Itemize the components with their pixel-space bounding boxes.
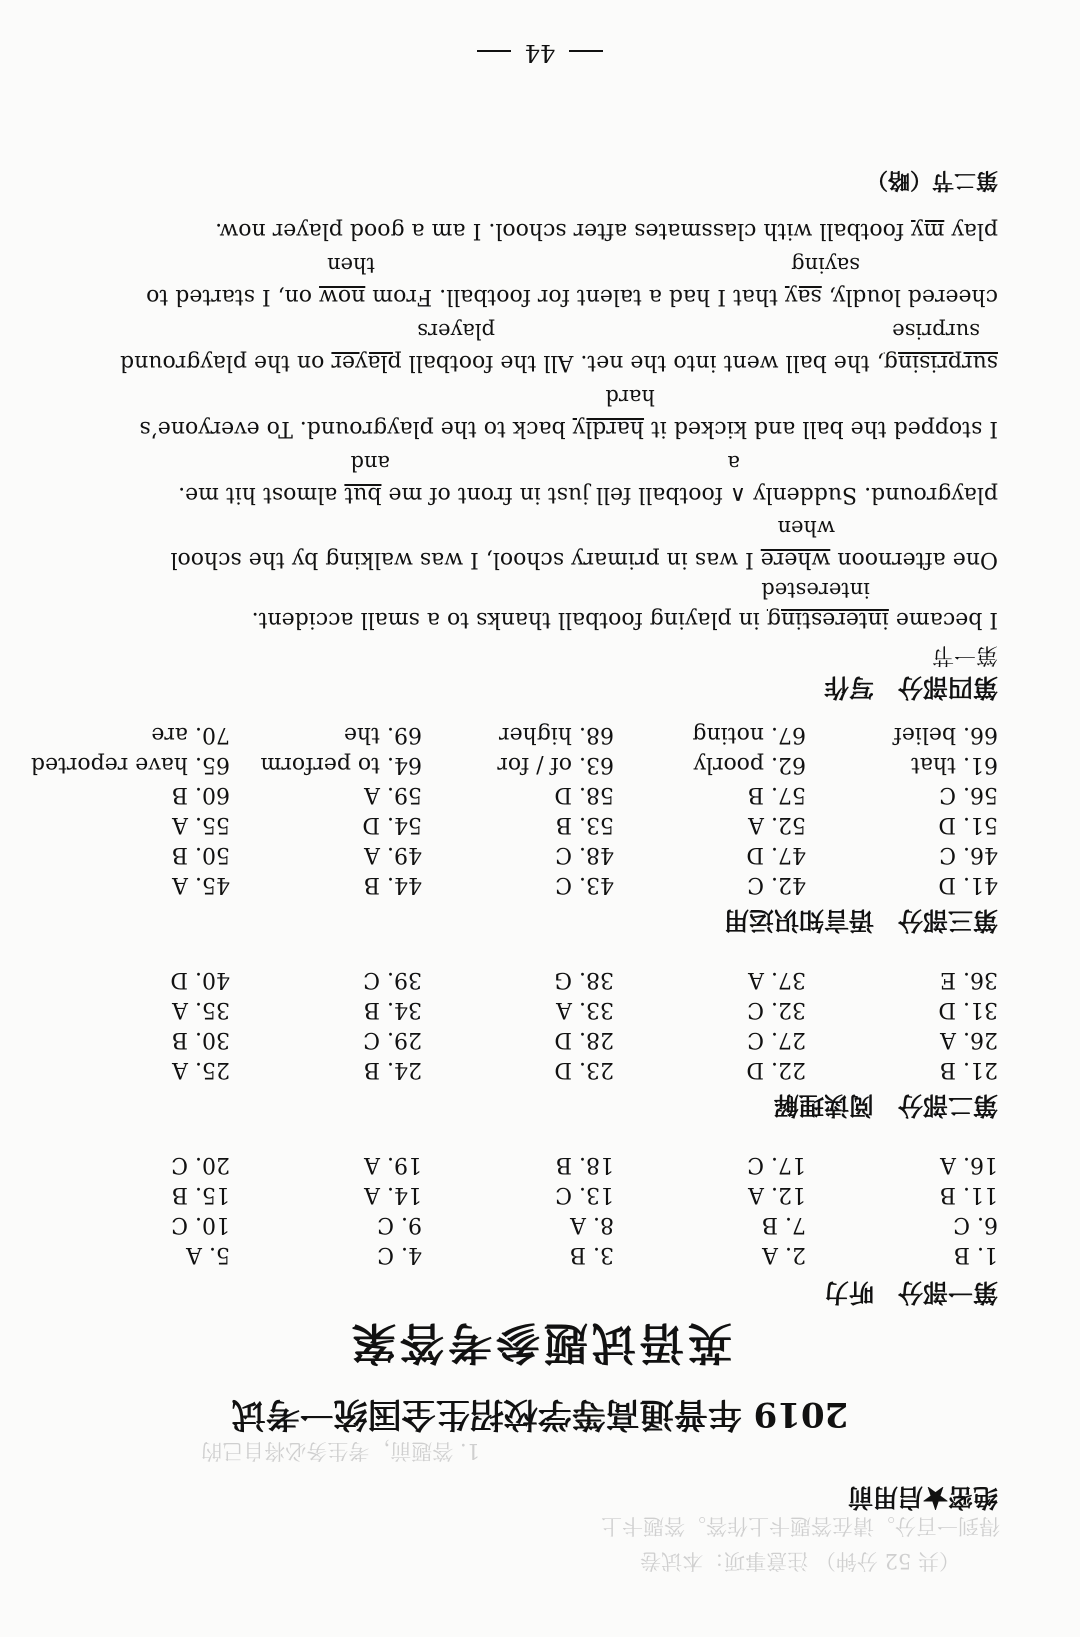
answer-row bbox=[98, 837, 998, 867]
answer-cell: 17. C bbox=[747, 1152, 806, 1177]
answer-cell: 32. C bbox=[747, 997, 806, 1022]
essay-line bbox=[68, 607, 998, 632]
answer-row bbox=[98, 807, 998, 837]
answer-cell: 12. A bbox=[748, 1182, 806, 1207]
answer-cell: 10. C bbox=[171, 1212, 230, 1237]
essay-line bbox=[68, 350, 998, 375]
section2-heading: 第二节（略） bbox=[865, 167, 998, 193]
essay-text: play bbox=[944, 218, 998, 243]
answer-cell: 5. A bbox=[186, 1242, 230, 1267]
essay-text: football fell just in front of me bbox=[381, 482, 730, 507]
answer-cell: 51. D bbox=[938, 812, 998, 837]
answer-cell: 57. B bbox=[747, 782, 806, 807]
error-word: interesting bbox=[766, 607, 889, 632]
answer-row bbox=[98, 1147, 998, 1177]
answer-cell: 62. poorly bbox=[693, 752, 806, 777]
essay-text: on, I started to bbox=[146, 284, 320, 309]
error-word: surprising bbox=[883, 350, 998, 375]
answer-cell: 15. B bbox=[171, 1182, 230, 1207]
answer-cell: 56. C bbox=[939, 782, 998, 807]
answer-cell: 20. C bbox=[171, 1152, 230, 1177]
part4-heading-label: 第四部分 bbox=[897, 673, 998, 702]
answer-cell: 66. belief bbox=[893, 722, 998, 747]
answer-cell: 4. C bbox=[377, 1242, 422, 1267]
answer-cell: 8. A bbox=[570, 1212, 614, 1237]
part2-heading-tag: 阅读理解 bbox=[773, 1091, 874, 1120]
bleed-through-text: 1. 答题前，考生务必将自己的 bbox=[201, 1439, 480, 1463]
correction-word: players bbox=[417, 319, 495, 343]
answer-cell: 24. B bbox=[363, 1057, 422, 1082]
part3-heading-tag: 语言知识运用 bbox=[723, 906, 874, 935]
part1-heading-label: 第一部分 bbox=[897, 1278, 998, 1307]
part2-heading-label: 第二部分 bbox=[897, 1091, 998, 1120]
answer-cell: 25. A bbox=[172, 1057, 230, 1082]
correction-word: and bbox=[350, 451, 390, 475]
essay-text: , the ball went into the net. All the football bbox=[401, 350, 884, 375]
answer-cell: 69. the bbox=[343, 722, 422, 747]
essay-text: I was in primary school, I was walking by the school bbox=[170, 547, 761, 572]
exam-title: 2019 年普通高等学校招生全国统一考试 bbox=[231, 1394, 849, 1434]
answer-cell: 48. C bbox=[555, 842, 614, 867]
answer-cell: 18. B bbox=[555, 1152, 614, 1177]
answer-key-title: 英语试题参考答案 bbox=[348, 1317, 732, 1368]
essay-text: on the playground bbox=[120, 350, 332, 375]
error-word: hardly bbox=[572, 416, 645, 441]
answer-cell: 70. are bbox=[151, 722, 230, 747]
answer-row bbox=[98, 1052, 998, 1082]
essay-text: that I had a talent for football. From bbox=[365, 284, 785, 309]
essay-line bbox=[68, 416, 998, 441]
essay-text: cheered loudly, bbox=[821, 284, 998, 309]
error-word: where bbox=[760, 547, 831, 572]
answer-cell: 7. B bbox=[761, 1212, 806, 1237]
essay-line bbox=[68, 547, 998, 572]
section1-heading: 第一节 bbox=[931, 642, 998, 667]
answer-row bbox=[98, 992, 998, 1022]
answer-cell: 49. A bbox=[364, 842, 422, 867]
caret-mark: ∧ bbox=[729, 482, 747, 507]
part4-heading-tag: 写作 bbox=[823, 673, 874, 702]
answer-row bbox=[98, 717, 998, 747]
answer-cell: 67. noting bbox=[692, 722, 806, 747]
answer-cell: 21. B bbox=[939, 1057, 998, 1082]
bleed-through-text: （共 52 分钟） 注意事项：本试卷 bbox=[640, 1549, 960, 1573]
answer-cell: 30. B bbox=[171, 1027, 230, 1052]
part4-heading bbox=[824, 671, 998, 707]
answer-cell: 43. C bbox=[555, 872, 614, 897]
essay-text: I stopped the ball and kicked it bbox=[644, 416, 998, 441]
answer-cell: 3. B bbox=[569, 1242, 614, 1267]
answer-cell: 31. D bbox=[938, 997, 998, 1022]
essay-line bbox=[68, 218, 998, 243]
correction-word: saying bbox=[791, 253, 860, 277]
part1-heading bbox=[824, 1276, 998, 1312]
answer-cell: 55. A bbox=[172, 812, 230, 837]
answer-cell: 39. C bbox=[363, 967, 422, 992]
bleed-through-text: 得到一百分。请在答题卡上作答。答题卡上 bbox=[601, 1514, 1000, 1538]
answer-cell: 41. D bbox=[938, 872, 998, 897]
answer-cell: 34. B bbox=[363, 997, 422, 1022]
error-word: my bbox=[911, 218, 945, 243]
answer-cell: 22. D bbox=[746, 1057, 806, 1082]
answer-cell: 35. A bbox=[172, 997, 230, 1022]
correction-word: interested bbox=[761, 578, 870, 602]
correction-word: then bbox=[327, 253, 375, 277]
answer-cell: 52. A bbox=[748, 812, 806, 837]
correction-word: hard bbox=[605, 385, 655, 409]
answer-cell: 59. A bbox=[364, 782, 422, 807]
answer-cell: 11. B bbox=[939, 1182, 998, 1207]
answer-cell: 36. E bbox=[939, 967, 998, 992]
answer-cell: 40. D bbox=[170, 967, 230, 992]
answer-row bbox=[98, 1177, 998, 1207]
part1-heading-tag: 听力 bbox=[823, 1278, 874, 1307]
answer-cell: 38. G bbox=[554, 967, 614, 992]
error-word: but bbox=[344, 482, 382, 507]
essay-text: football with classmates after school. I am a good player now. bbox=[215, 218, 912, 243]
part3-heading-label: 第三部分 bbox=[897, 906, 998, 935]
answer-cell: 63. of / for bbox=[497, 752, 614, 777]
answer-cell: 61. that bbox=[911, 752, 998, 777]
answer-cell: 64. to perform bbox=[260, 752, 422, 777]
answer-cell: 23. D bbox=[554, 1057, 614, 1082]
answer-cell: 14. A bbox=[364, 1182, 422, 1207]
answer-cell: 68. higher bbox=[499, 722, 614, 747]
answer-cell: 46. C bbox=[939, 842, 998, 867]
answer-cell: 9. C bbox=[377, 1212, 422, 1237]
answer-row bbox=[30, 747, 998, 777]
answer-row bbox=[98, 777, 998, 807]
part3-heading bbox=[724, 904, 998, 940]
essay-line bbox=[68, 482, 998, 507]
answer-cell: 58. D bbox=[554, 782, 614, 807]
answer-row bbox=[98, 1022, 998, 1052]
error-word: player bbox=[331, 350, 402, 375]
answer-cell: 50. B bbox=[171, 842, 230, 867]
part2-heading bbox=[774, 1089, 998, 1125]
error-word: say bbox=[784, 284, 822, 309]
correction-word: when bbox=[777, 516, 835, 540]
essay-text: back to the playground. To everyone’s bbox=[139, 416, 573, 441]
confidential-label: 绝密★启用前 bbox=[847, 1483, 998, 1512]
answer-cell: 1. B bbox=[953, 1242, 998, 1267]
answer-cell: 13. C bbox=[555, 1182, 614, 1207]
essay-text: in playing football thanks to a small accident. bbox=[251, 607, 767, 632]
answer-cell: 45. A bbox=[172, 872, 230, 897]
essay-line bbox=[68, 284, 998, 309]
correction-word: surprise bbox=[892, 319, 980, 343]
correction-word: a bbox=[727, 451, 740, 475]
essay-text: almost hit me. bbox=[178, 482, 345, 507]
answer-cell: 42. C bbox=[747, 872, 806, 897]
answer-cell: 29. C bbox=[363, 1027, 422, 1052]
answer-cell: 2. A bbox=[762, 1242, 806, 1267]
answer-cell: 54. D bbox=[362, 812, 422, 837]
answer-cell: 26. A bbox=[940, 1027, 998, 1052]
answer-cell: 53. B bbox=[555, 812, 614, 837]
answer-cell: 16. A bbox=[940, 1152, 998, 1177]
error-word: now bbox=[319, 284, 366, 309]
answer-cell: 65. have reported bbox=[30, 752, 230, 777]
essay-text: I became bbox=[888, 607, 998, 632]
answer-cell: 60. B bbox=[171, 782, 230, 807]
answer-row bbox=[98, 867, 998, 897]
page-number: 44 bbox=[0, 39, 1080, 67]
answer-cell: 44. B bbox=[363, 872, 422, 897]
answer-cell: 33. A bbox=[556, 997, 614, 1022]
essay-text: playground. Suddenly bbox=[746, 482, 998, 507]
answer-cell: 37. A bbox=[748, 967, 806, 992]
answer-row bbox=[98, 962, 998, 992]
answer-cell: 28. D bbox=[554, 1027, 614, 1052]
answer-cell: 19. A bbox=[364, 1152, 422, 1177]
essay-text: One afternoon bbox=[830, 547, 998, 572]
answer-row bbox=[98, 1207, 998, 1237]
answer-cell: 47. D bbox=[746, 842, 806, 867]
answer-cell: 6. C bbox=[953, 1212, 998, 1237]
answer-row bbox=[98, 1237, 998, 1267]
answer-cell: 27. C bbox=[747, 1027, 806, 1052]
